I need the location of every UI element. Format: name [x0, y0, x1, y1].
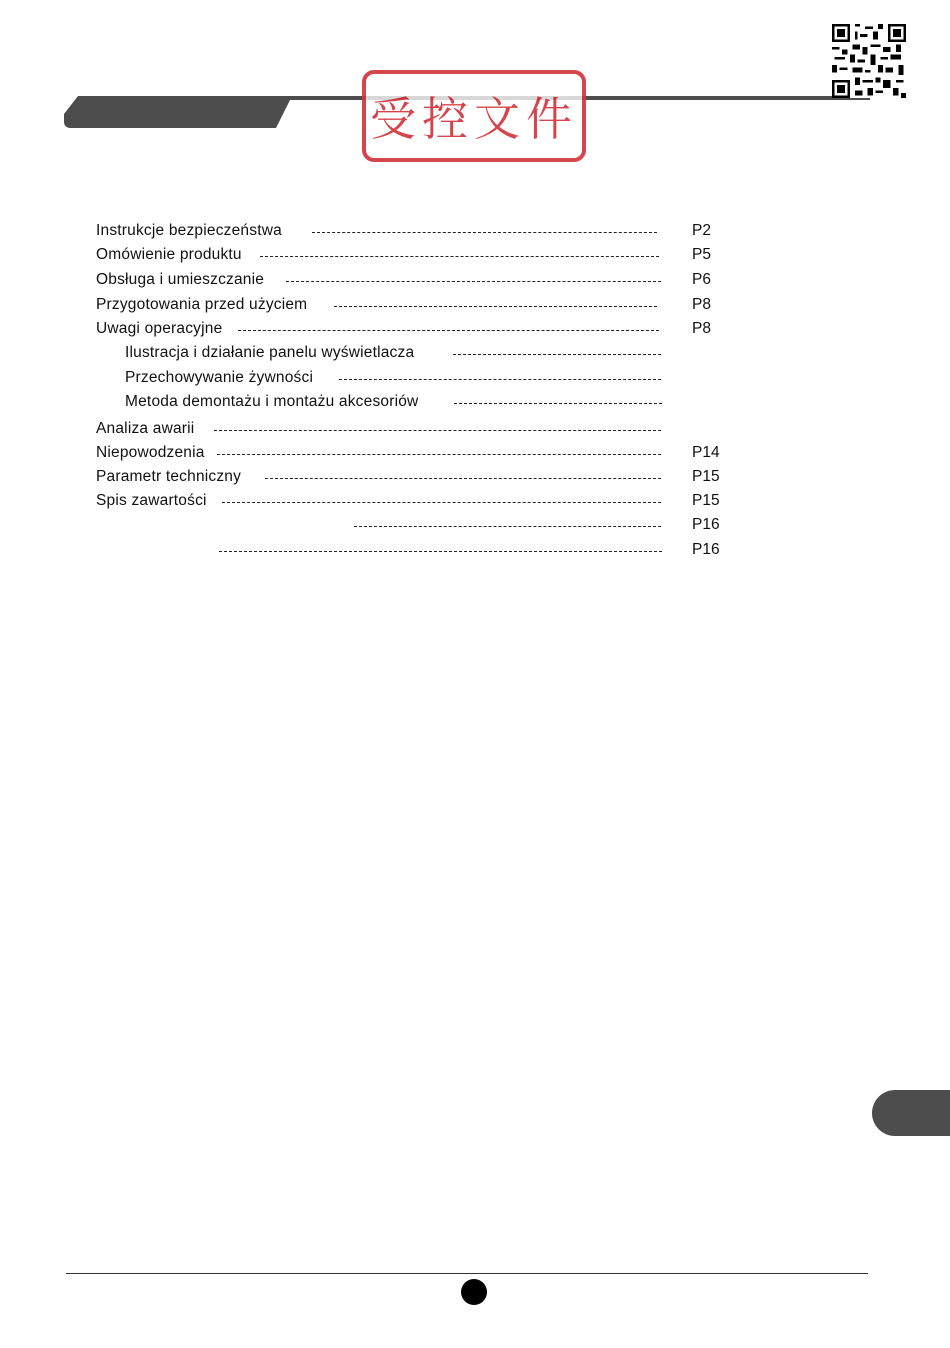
toc-entry-title: Ilustracja i działanie panelu wyświetlacza — [125, 344, 415, 361]
leader-dots — [334, 306, 657, 307]
toc-subentry[interactable] — [0, 392, 950, 414]
toc-entry-title: Analiza awarii — [96, 420, 195, 437]
leader-dots — [214, 430, 661, 431]
toc-entry-page: P16 — [692, 516, 720, 533]
toc-entry-title: Spis zawartości — [96, 492, 207, 509]
toc-entry-title: Omówienie produktu — [96, 246, 242, 263]
toc-entry-title: Obsługa i umieszczanie — [96, 271, 265, 288]
toc-entry[interactable] — [0, 419, 950, 441]
toc-entry[interactable] — [0, 540, 950, 562]
leader-dots — [454, 403, 662, 404]
leader-dots — [217, 454, 661, 455]
page-number-dot — [461, 1279, 487, 1305]
toc-subentry[interactable] — [0, 343, 950, 365]
toc-entry-title: Przechowywanie żywności — [125, 369, 314, 386]
toc-entry-title: Instrukcje bezpieczeństwa — [96, 222, 282, 239]
toc-entry-page: P6 — [692, 271, 711, 288]
toc-entry-title: Parametr techniczny — [96, 468, 242, 485]
toc-entry[interactable] — [0, 245, 950, 267]
leader-dots — [222, 502, 661, 503]
leader-dots — [238, 330, 659, 331]
toc-entry-title: Uwagi operacyjne — [96, 320, 223, 337]
leader-dots — [219, 551, 662, 552]
toc-entry-page: P16 — [692, 541, 720, 558]
toc-entry[interactable] — [0, 295, 950, 317]
toc-entry-page: P5 — [692, 246, 711, 263]
toc-entry[interactable] — [0, 221, 950, 243]
leader-dots — [286, 281, 661, 282]
leader-dots — [260, 256, 659, 257]
toc-subentry[interactable] — [0, 368, 950, 390]
toc-entry[interactable] — [0, 515, 950, 537]
toc-entry-page: P8 — [692, 296, 711, 313]
table-of-contents — [0, 0, 950, 600]
toc-entry[interactable] — [0, 319, 950, 341]
toc-entry-page: P2 — [692, 222, 711, 239]
leader-dots — [339, 379, 661, 380]
toc-entry-page: P15 — [692, 492, 720, 509]
toc-entry[interactable] — [0, 491, 950, 513]
toc-entry-page: P8 — [692, 320, 711, 337]
controlled-document-stamp: 受控文件 — [362, 70, 586, 162]
leader-dots — [354, 526, 661, 527]
toc-entry-title: Metoda demontażu i montażu akcesoriów — [125, 393, 419, 410]
toc-entry[interactable] — [0, 467, 950, 489]
toc-entry-page: P14 — [692, 444, 720, 461]
toc-entry[interactable] — [0, 443, 950, 465]
toc-entry[interactable] — [0, 270, 950, 292]
toc-entry-title: Przygotowania przed użyciem — [96, 296, 308, 313]
side-section-tab — [872, 1090, 950, 1136]
leader-dots — [312, 232, 657, 233]
leader-dots — [453, 354, 661, 355]
footer-rule — [66, 1273, 868, 1274]
toc-entry-page: P15 — [692, 468, 720, 485]
leader-dots — [265, 478, 661, 479]
toc-entry-title: Niepowodzenia — [96, 444, 205, 461]
